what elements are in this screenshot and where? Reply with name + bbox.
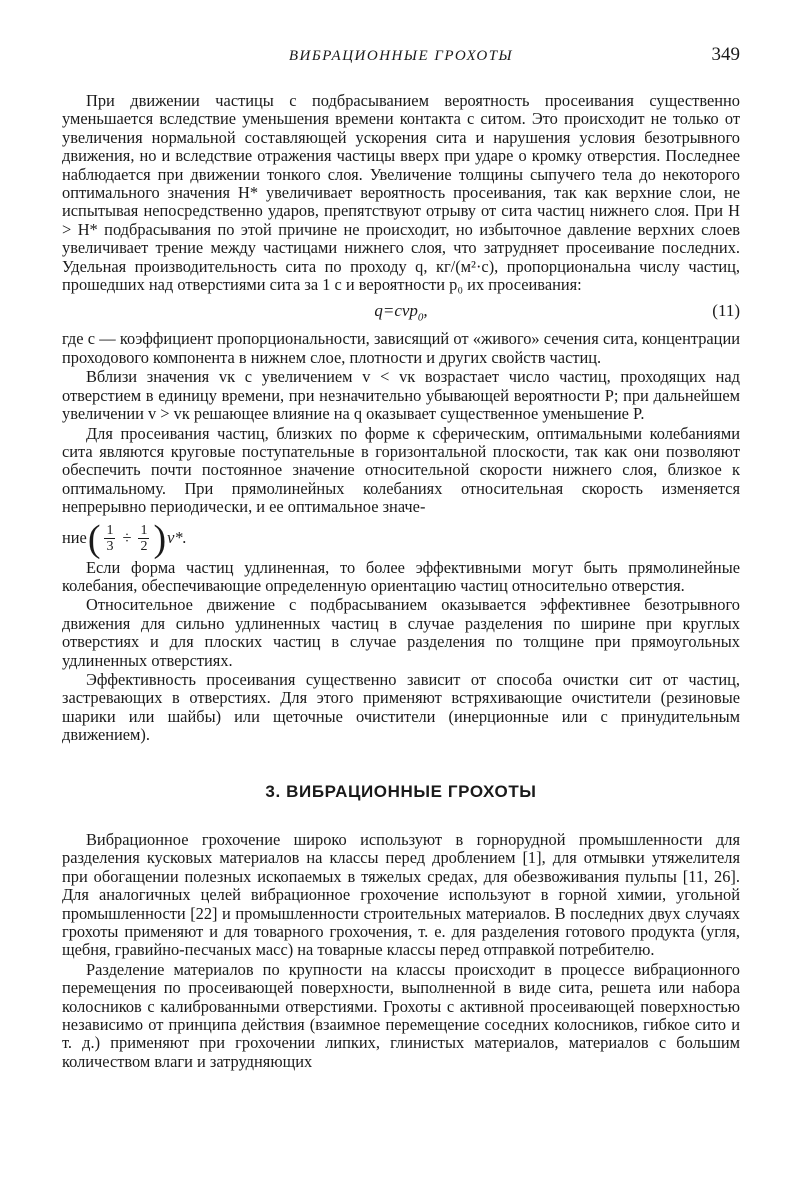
optimal-prefix: ние [62, 528, 87, 548]
running-title: ВИБРАЦИОННЫЕ ГРОХОТЫ [288, 48, 514, 64]
operator: ÷ [122, 528, 132, 548]
fraction-denominator: 2 [140, 539, 148, 555]
optimal-value-expression [62, 517, 740, 559]
formula-lhs: q [374, 301, 383, 321]
fraction-one-third [104, 523, 115, 554]
formula-rhs: cvp [394, 301, 418, 321]
open-paren: ( [87, 517, 101, 560]
formula-comma: , [423, 301, 428, 321]
page-header [62, 44, 740, 70]
page-number: 349 [711, 44, 740, 65]
paragraph-relative-motion: Относительное движение с подбрасыванием оказывается эффективнее безотрывного движения для сильно удлиненных частиц в случае разделения по ширине при круглых отверстиях и для плоских частиц в случае разделения по толщине при прямоугольных удлиненных отверстиях. [62, 595, 740, 670]
paragraph-separation: Разделение материалов по крупности на классы происходит в процессе вибрационного перемещения по просеивающей поверхности, выполненной в виде сита, решета или набора колосников с калиброванными отверстиями. Грохоты с активной просеивающей поверхностью независимо от принципа действия (взаимное перемещение соседних колосников, гибкое сито и т. д.) применяют при грохочении липких, глинистых материалов, материалов с большим количеством влаги и затрудняющих [62, 959, 740, 1071]
page-body [62, 92, 740, 1071]
fraction-numerator: 1 [106, 523, 114, 539]
paragraph-vibrating-screening: Вибрационное грохочение широко используют в горнорудной промышленности для разделения кусковых материалов на классы перед дроблением [1], для отмывки утяжелителя при обогащении полезных ископаемых в тяжелых средах, для обезвоживания пульпы [11, 26]. Для аналогичных целей вибрационное грохочение используют в горной химии, угольной промышленности [22] и промышленности строительных материалов. В последних двух случаях грохоты применяют и для товарного грохочения, т. е. для разделения готового продукта (угля, щебня, гравийно-песчаных масс) на товарные классы перед отправкой потребителю. [62, 830, 740, 960]
fraction-one-half [138, 523, 149, 554]
paragraph-coefficient: где c — коэффициент пропорциональности, зависящий от «живого» сечения сита, концентрации проходового компонента в нижнем слое, плотности и других свойств частиц. [62, 329, 740, 367]
paragraph-efficiency: Эффективность просеивания существенно зависит от способа очистки сит от частиц, застревающих в отверстиях. Для этого применяют встряхивающие очистители (резиновые шарики или шайбы) или щеточные очистители (инерционные или с принудительным движением). [62, 669, 740, 745]
fraction-denominator: 3 [106, 539, 114, 555]
paragraph-probability: При движении частицы с подбрасыванием вероятность просеивания существенно уменьшается вследствие уменьшения времени контакта с ситом. Это происходит не только от увеличения нормальной составляющей ускорения сита и нарушения условия безотрывного движения, но и вследствие отражения частицы вверх при ударе о кромку отверстия. Последнее наблюдается при движении тонкого слоя. Увеличение толщины сыпучего тела до некоторого оптимального значения H* увеличивает вероятность просеивания, так как верхние слои, не испытывая непосредственно ударов, препятствуют отрыву от сита частиц нижнего слоя. При H > H* подбрасывания по этой причине не происходит, но избыточное давление верхних слоев увеличивает трение между частицами нижнего слоя, что затрудняет просеивание последних. Удельная производительность сита по проходу q, кг/(м²·с), пропорциональна числу частиц, прошедших над отверстиями сита за 1 с и вероятности p₀ их просеивания: [62, 91, 740, 295]
close-paren: ) [153, 517, 167, 560]
equation-number: (11) [712, 301, 740, 321]
paragraph-elongated: Если форма частиц удлиненная, то более эффективными могут быть прямолинейные колебания, обеспечивающие определенную ориентацию частиц относительно отверстия. [62, 557, 740, 595]
fraction-numerator: 1 [140, 523, 148, 539]
section-heading: 3. ВИБРАЦИОННЫЕ ГРОХОТЫ [265, 781, 537, 801]
paragraph-spherical: Для просеивания частиц, близких по форме к сферическим, оптимальными колебаниями сита являются круговые поступательные в горизонтальной плоскости, так как они позволяют обеспечить почти постоянное значение относительной скорости нижнего слоя, близкое к оптимальному. При прямолинейных колебаниях относительная скорость изменяется непрерывно периодически, и ее оптимальное значе- [62, 423, 740, 517]
formula-eq: = [382, 301, 395, 321]
formula-subscript: 0 [417, 311, 424, 324]
formula [62, 302, 740, 327]
optimal-suffix: v*. [167, 528, 187, 548]
equation-11 [62, 298, 740, 324]
paragraph-velocity: Вблизи значения vк с увеличением v < vк возрастает число частиц, проходящих над отверстием в единицу времени, при незначительно убывающей вероятности P; при дальнейшем увеличении v > vк решающее влияние на q оказывает существенное уменьшение P. [62, 367, 740, 424]
